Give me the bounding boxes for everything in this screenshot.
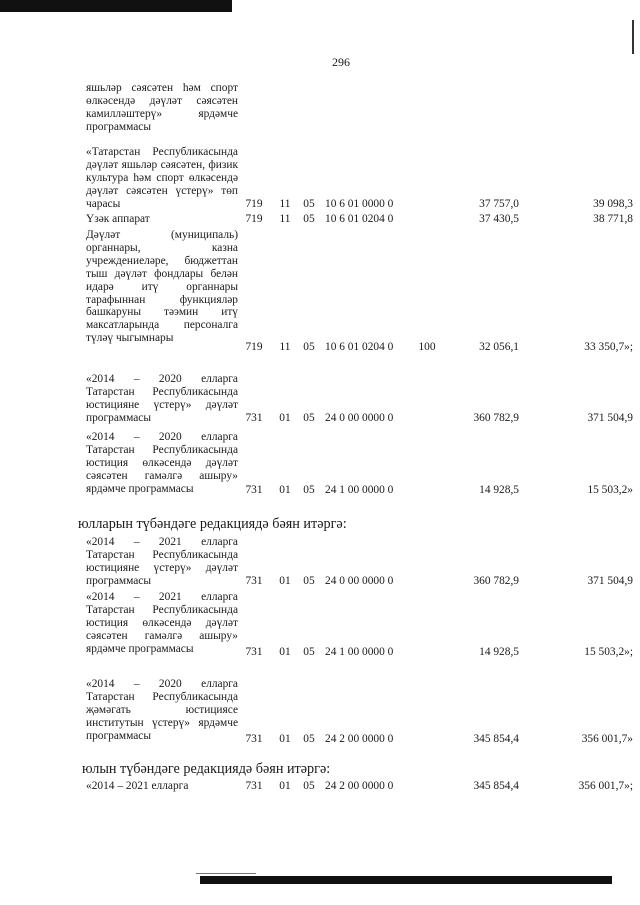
org-code: 719: [245, 198, 263, 210]
section-code: 01: [279, 780, 291, 792]
target-code: 24 2 00 0000 0: [325, 733, 394, 745]
row-description: «Татарстан Республикасында дәүләт яшьләр сәясәтен, физик культура һәм спорт өлкәсендә дәүләт сәясәтен үстерү» төп чарасы: [86, 146, 238, 210]
section-code: 01: [279, 412, 291, 424]
row-description: Үзәк аппарат: [86, 213, 150, 225]
amount-2019: 360 782,9: [473, 575, 519, 587]
org-code: 719: [245, 213, 263, 225]
org-code: 731: [245, 780, 263, 792]
section-code: 01: [279, 575, 291, 587]
subsection-code: 05: [303, 341, 315, 353]
section-code: 01: [279, 733, 291, 745]
org-code: 731: [245, 733, 263, 745]
target-code: 24 1 00 0000 0: [325, 484, 394, 496]
section-code: 11: [279, 341, 291, 353]
row-description: Дәүләт (муниципаль) органнары, казна учреждениеләре, бюджеттан тыш дәүләт фондлары белән идарә итү органнары тарафыннан функцияләр башкаруны тәэмин итү максатларында персоналга түләү чыгымнары: [86, 229, 238, 345]
amount-2019: 14 928,5: [479, 484, 519, 496]
target-code: 10 6 01 0000 0: [325, 198, 394, 210]
subsection-code: 05: [303, 412, 315, 424]
amount-2020: 371 504,9: [587, 575, 633, 587]
target-code: 10 6 01 0204 0: [325, 213, 394, 225]
page-number: 296: [332, 55, 350, 69]
section-code: 01: [279, 484, 291, 496]
instruction-heading: юлларын түбәндәге редакциядә бәян итәргә:: [78, 516, 347, 532]
instruction-heading: юлын түбәндәге редакциядә бәян итәргә:: [82, 761, 331, 777]
scan-artifact-line: [196, 873, 256, 874]
amount-2020: 38 771,8: [593, 213, 633, 225]
row-description: «2014 – 2021 елларга Татарстан Республикасында юстиция өлкәсендә дәүләт сәясәтен гамәлгә ашыру» ярдәмче программасы: [86, 591, 238, 655]
row-description: яшьләр сәясәтен һәм спорт өлкәсендә дәүләт сәясәтен камилләштерү» ярдәмче программасы: [86, 82, 238, 133]
amount-2019: 37 757,0: [479, 198, 519, 210]
subsection-code: 05: [303, 646, 315, 658]
org-code: 731: [245, 646, 263, 658]
amount-2019: 345 854,4: [473, 733, 519, 745]
subsection-code: 05: [303, 484, 315, 496]
subsection-code: 05: [303, 575, 315, 587]
scan-artifact-bottom: [200, 876, 612, 884]
target-code: 24 0 00 0000 0: [325, 575, 394, 587]
target-code: 24 2 00 0000 0: [325, 780, 394, 792]
subsection-code: 05: [303, 198, 315, 210]
section-code: 01: [279, 646, 291, 658]
row-description: «2014 – 2020 елларга Татарстан Республикасында юстиция өлкәсендә дәүләт сәясәтен гамәлгә ашыру» ярдәмче программасы: [86, 431, 238, 495]
amount-2020: 356 001,7»;: [578, 780, 633, 792]
org-code: 719: [245, 341, 263, 353]
expense-type-code: 100: [418, 341, 436, 353]
org-code: 731: [245, 484, 263, 496]
org-code: 731: [245, 575, 263, 587]
amount-2020: 33 350,7»;: [584, 341, 633, 353]
row-description: «2014 – 2021 елларга Татарстан Республикасында юстицияне үстерү» дәүләт программасы: [86, 536, 238, 587]
section-code: 11: [279, 213, 291, 225]
amount-2019: 32 056,1: [479, 341, 519, 353]
row-description: «2014 – 2020 елларга Татарстан Республикасында җәмәгать юстициясе институтын үстерү» ярдәмче программасы: [86, 678, 238, 742]
amount-2019: 37 430,5: [479, 213, 519, 225]
target-code: 10 6 01 0204 0: [325, 341, 394, 353]
amount-2020: 371 504,9: [587, 412, 633, 424]
amount-2019: 14 928,5: [479, 646, 519, 658]
target-code: 24 1 00 0000 0: [325, 646, 394, 658]
row-description: «2014 – 2021 елларга: [86, 780, 189, 792]
section-code: 11: [279, 198, 291, 210]
amount-2019: 345 854,4: [473, 780, 519, 792]
target-code: 24 0 00 0000 0: [325, 412, 394, 424]
amount-2020: 39 098,3: [593, 198, 633, 210]
scan-artifact-right: [632, 20, 634, 54]
org-code: 731: [245, 412, 263, 424]
subsection-code: 05: [303, 780, 315, 792]
amount-2020: 15 503,2»: [587, 484, 633, 496]
amount-2020: 356 001,7»: [581, 733, 633, 745]
amount-2020: 15 503,2»;: [584, 646, 633, 658]
amount-2019: 360 782,9: [473, 412, 519, 424]
subsection-code: 05: [303, 733, 315, 745]
row-description: «2014 – 2020 елларга Татарстан Республикасында юстицияне үстерү» дәүләт программасы: [86, 373, 238, 424]
subsection-code: 05: [303, 213, 315, 225]
scan-artifact-top: [0, 0, 232, 12]
